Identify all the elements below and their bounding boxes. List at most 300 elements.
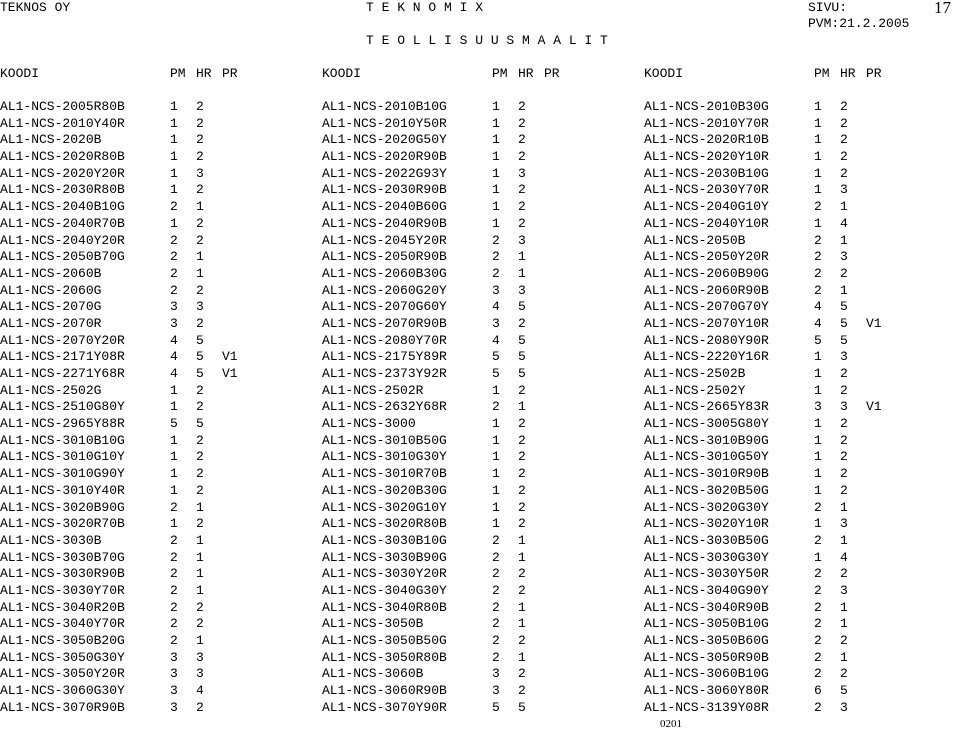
cell-code: AL1-NCS-3010B50G — [322, 432, 447, 448]
cell-pm: 1 — [814, 482, 822, 498]
cell-code: AL1-NCS-2060G20Y — [322, 282, 447, 298]
cell-code: AL1-NCS-3050B — [322, 616, 424, 632]
cell-hr: 2 — [196, 399, 204, 415]
cell-hr: 1 — [840, 232, 848, 248]
cell-pm: 1 — [170, 432, 178, 448]
table-entry — [322, 366, 642, 382]
cell-hr: 1 — [518, 616, 526, 632]
cell-hr: 1 — [196, 199, 204, 215]
table-row — [0, 683, 960, 700]
column-header-pm: PM — [170, 66, 186, 81]
cell-pm: 5 — [170, 416, 178, 432]
table-entry — [322, 449, 642, 465]
cell-hr: 2 — [840, 633, 848, 648]
cell-code: AL1-NCS-3030B90G — [322, 549, 447, 565]
table-row — [0, 216, 960, 233]
cell-code: AL1-NCS-2171Y08R — [0, 349, 125, 365]
cell-hr: 2 — [840, 99, 848, 114]
cell-code: AL1-NCS-2060B90G — [644, 265, 769, 281]
cell-code: AL1-NCS-2030R90B — [322, 182, 447, 198]
table-entry — [0, 633, 320, 649]
table-entry — [644, 516, 960, 532]
cell-pm: 2 — [170, 282, 178, 298]
table-entry — [0, 249, 320, 265]
cell-pm: 1 — [814, 466, 822, 482]
table-row — [0, 533, 960, 550]
cell-hr: 2 — [196, 132, 204, 148]
cell-pm: 2 — [170, 232, 178, 248]
cell-hr: 5 — [518, 349, 526, 365]
cell-hr: 2 — [196, 599, 204, 615]
cell-code: AL1-NCS-3050B60G — [644, 633, 769, 648]
table-entry — [0, 683, 320, 699]
cell-code: AL1-NCS-2010B10G — [322, 99, 447, 114]
print-date: PVM:21.2.2005 — [808, 16, 910, 31]
table-entry — [0, 333, 320, 349]
table-entry — [0, 149, 320, 165]
cell-hr: 2 — [840, 449, 848, 465]
cell-code: AL1-NCS-2373Y92R — [322, 366, 447, 381]
cell-code: AL1-NCS-3020Y10R — [644, 516, 769, 532]
cell-code: AL1-NCS-2070G60Y — [322, 299, 447, 315]
cell-code: AL1-NCS-3010G50Y — [644, 449, 769, 465]
cell-pm: 2 — [814, 199, 822, 215]
table-entry — [322, 182, 642, 198]
cell-pm: 4 — [814, 299, 822, 315]
cell-code: AL1-NCS-2502R — [322, 382, 424, 398]
cell-code: AL1-NCS-2060G — [0, 282, 102, 298]
cell-code: AL1-NCS-2040R70B — [0, 215, 125, 231]
cell-code: AL1-NCS-2040Y20R — [0, 232, 125, 248]
table-entry — [322, 216, 642, 232]
cell-hr: 3 — [840, 182, 848, 198]
column-header-pr: PR — [544, 66, 560, 81]
cell-pm: 3 — [170, 666, 178, 682]
cell-code: AL1-NCS-2965Y88R — [0, 416, 125, 432]
cell-pm: 3 — [814, 399, 822, 415]
cell-code: AL1-NCS-2020R10B — [644, 132, 769, 148]
cell-pm: 1 — [814, 416, 822, 432]
cell-hr: 2 — [840, 165, 848, 181]
table-entry — [322, 399, 642, 415]
table-row — [0, 132, 960, 149]
cell-hr: 3 — [840, 516, 848, 532]
cell-hr: 2 — [518, 432, 526, 448]
cell-hr: 2 — [518, 199, 526, 215]
cell-pm: 1 — [814, 549, 822, 565]
cell-code: AL1-NCS-3010R70B — [322, 466, 447, 482]
cell-code: AL1-NCS-2070Y10R — [644, 315, 769, 331]
cell-pm: 1 — [170, 516, 178, 532]
table-entry — [0, 266, 320, 282]
cell-hr: 3 — [840, 399, 848, 415]
cell-hr: 2 — [840, 432, 848, 448]
cell-code: AL1-NCS-2665Y83R — [644, 399, 769, 415]
table-entry — [322, 583, 642, 599]
table-entry — [644, 616, 960, 632]
cell-hr: 1 — [196, 549, 204, 565]
cell-pm: 2 — [814, 699, 822, 715]
table-entry — [322, 533, 642, 549]
cell-hr: 1 — [196, 532, 204, 548]
cell-hr: 4 — [840, 215, 848, 231]
table-row — [0, 349, 960, 366]
table-row — [0, 550, 960, 567]
page-label: SIVU: — [808, 0, 848, 15]
table-entry — [644, 383, 960, 399]
cell-hr: 2 — [840, 265, 848, 281]
footer-code: 0201 — [660, 718, 682, 730]
cell-pm: 1 — [170, 382, 178, 398]
cell-pm: 2 — [814, 582, 822, 598]
table-entry — [0, 283, 320, 299]
table-entry — [644, 633, 960, 649]
cell-code: AL1-NCS-2010Y40R — [0, 115, 125, 131]
cell-code: AL1-NCS-3050R80B — [322, 649, 447, 665]
cell-hr: 2 — [518, 382, 526, 398]
cell-pm: 1 — [814, 132, 822, 148]
cell-code: AL1-NCS-3020G10Y — [322, 499, 447, 515]
table-entry — [644, 399, 960, 415]
cell-pm: 1 — [814, 182, 822, 198]
table-entry — [644, 683, 960, 699]
cell-hr: 2 — [196, 699, 204, 715]
cell-code: AL1-NCS-2060R90B — [644, 282, 769, 298]
cell-hr: 2 — [518, 633, 526, 648]
cell-pm: 1 — [170, 132, 178, 148]
page-title: TEKNOS OY — [0, 0, 71, 15]
cell-hr: 1 — [518, 599, 526, 615]
cell-hr: 2 — [840, 416, 848, 432]
cell-pm: 2 — [814, 616, 822, 632]
cell-hr: 3 — [518, 282, 526, 298]
cell-hr: 2 — [840, 482, 848, 498]
cell-pm: 1 — [814, 432, 822, 448]
cell-code: AL1-NCS-3020R80B — [322, 516, 447, 532]
cell-pm: 1 — [170, 215, 178, 231]
cell-hr: 5 — [840, 683, 848, 699]
table-entry — [0, 132, 320, 148]
table-entry — [644, 700, 960, 716]
table-row — [0, 516, 960, 533]
table-entry — [0, 650, 320, 666]
cell-pm: 2 — [170, 549, 178, 565]
table-entry — [0, 182, 320, 198]
column-header-hr: HR — [840, 66, 856, 81]
table-entry — [644, 483, 960, 499]
cell-hr: 2 — [196, 449, 204, 465]
cell-hr: 2 — [518, 132, 526, 148]
cell-hr: 3 — [840, 349, 848, 365]
cell-pm: 4 — [814, 315, 822, 331]
cell-pm: 3 — [170, 699, 178, 715]
cell-code: AL1-NCS-2060B — [0, 265, 102, 281]
table-entry — [644, 550, 960, 566]
table-entry — [644, 116, 960, 132]
table-row — [0, 249, 960, 266]
cell-hr: 3 — [196, 165, 204, 181]
cell-code: AL1-NCS-3060B — [322, 666, 424, 682]
table-entry — [322, 483, 642, 499]
cell-hr: 1 — [196, 249, 204, 265]
table-row — [0, 449, 960, 466]
table-entry — [644, 266, 960, 282]
table-entry — [644, 299, 960, 315]
table-row — [0, 366, 960, 383]
cell-pm: 2 — [814, 232, 822, 248]
table-entry — [322, 266, 642, 282]
cell-pm: 3 — [170, 649, 178, 665]
cell-hr: 1 — [840, 649, 848, 665]
cell-pm: 2 — [492, 633, 500, 648]
cell-pm: 1 — [492, 416, 500, 432]
cell-hr: 2 — [518, 449, 526, 465]
cell-pm: 2 — [814, 633, 822, 648]
color-code-table — [0, 99, 960, 716]
cell-code: AL1-NCS-2060B30G — [322, 265, 447, 281]
cell-pm: 2 — [170, 566, 178, 582]
cell-pm: 2 — [814, 265, 822, 281]
cell-hr: 1 — [840, 499, 848, 515]
cell-hr: 1 — [196, 566, 204, 582]
cell-hr: 1 — [840, 616, 848, 632]
cell-code: AL1-NCS-2010Y70R — [644, 115, 769, 131]
table-entry — [644, 583, 960, 599]
cell-code: AL1-NCS-2070R — [0, 315, 102, 331]
cell-code: AL1-NCS-2632Y68R — [322, 399, 447, 415]
cell-hr: 2 — [518, 466, 526, 482]
cell-code: AL1-NCS-3030Y50R — [644, 566, 769, 582]
cell-code: AL1-NCS-2030Y70R — [644, 182, 769, 198]
cell-hr: 5 — [518, 366, 526, 381]
table-entry — [322, 299, 642, 315]
cell-code: AL1-NCS-2050Y20R — [644, 249, 769, 265]
cell-hr: 1 — [196, 265, 204, 281]
cell-code: AL1-NCS-3030B70G — [0, 549, 125, 565]
table-entry — [322, 433, 642, 449]
cell-code: AL1-NCS-2040G10Y — [644, 199, 769, 215]
cell-code: AL1-NCS-3020B90G — [0, 499, 125, 515]
cell-code: AL1-NCS-3050B50G — [322, 633, 447, 648]
cell-pm: 1 — [492, 432, 500, 448]
table-entry — [0, 199, 320, 215]
cell-hr: 1 — [840, 599, 848, 615]
cell-pm: 1 — [492, 516, 500, 532]
cell-pm: 1 — [814, 449, 822, 465]
column-header-code: KOODI — [0, 66, 40, 81]
table-entry — [644, 316, 960, 332]
table-entry — [322, 99, 642, 115]
cell-code: AL1-NCS-3010R90B — [644, 466, 769, 482]
cell-pm: 1 — [170, 115, 178, 131]
cell-pm: 1 — [814, 382, 822, 398]
cell-code: AL1-NCS-3030Y70R — [0, 582, 125, 598]
cell-pm: 2 — [814, 249, 822, 265]
cell-hr: 2 — [840, 366, 848, 381]
cell-pm: 1 — [492, 182, 500, 198]
table-entry — [644, 600, 960, 616]
cell-code: AL1-NCS-2070G — [0, 299, 102, 315]
cell-pm: 2 — [492, 232, 500, 248]
cell-hr: 1 — [518, 532, 526, 548]
cell-pm: 4 — [492, 332, 500, 348]
cell-code: AL1-NCS-3040G90Y — [644, 582, 769, 598]
table-row — [0, 566, 960, 583]
table-row — [0, 650, 960, 667]
table-row — [0, 149, 960, 166]
cell-pm: 3 — [170, 299, 178, 315]
cell-code: AL1-NCS-2080Y90R — [644, 332, 769, 348]
table-entry — [322, 550, 642, 566]
table-entry — [0, 383, 320, 399]
cell-pm: 1 — [170, 482, 178, 498]
cell-pm: 2 — [492, 566, 500, 582]
table-entry — [322, 349, 642, 365]
table-row — [0, 433, 960, 450]
table-entry — [322, 666, 642, 682]
table-entry — [322, 316, 642, 332]
cell-code: AL1-NCS-3010G90Y — [0, 466, 125, 482]
cell-code: AL1-NCS-2080Y70R — [322, 332, 447, 348]
table-row — [0, 199, 960, 216]
table-entry — [644, 99, 960, 115]
cell-hr: 5 — [840, 315, 848, 331]
table-entry — [0, 166, 320, 182]
cell-pr: V1 — [222, 349, 238, 365]
cell-hr: 1 — [518, 265, 526, 281]
cell-code: AL1-NCS-3050B20G — [0, 633, 125, 648]
table-entry — [644, 416, 960, 432]
table-entry — [644, 566, 960, 582]
cell-hr: 2 — [196, 149, 204, 165]
cell-hr: 2 — [840, 382, 848, 398]
cell-pm: 2 — [170, 582, 178, 598]
cell-hr: 3 — [840, 582, 848, 598]
cell-pm: 2 — [170, 499, 178, 515]
table-entry — [322, 283, 642, 299]
table-entry — [322, 132, 642, 148]
cell-code: AL1-NCS-2040R90B — [322, 215, 447, 231]
cell-code: AL1-NCS-3070R90B — [0, 699, 125, 715]
cell-hr: 2 — [840, 149, 848, 165]
cell-pm: 1 — [814, 149, 822, 165]
table-row — [0, 333, 960, 350]
cell-hr: 5 — [518, 332, 526, 348]
cell-hr: 1 — [196, 499, 204, 515]
page-number: 17 — [934, 0, 951, 17]
cell-pm: 4 — [170, 349, 178, 365]
cell-pm: 1 — [492, 99, 500, 114]
cell-code: AL1-NCS-3060G30Y — [0, 683, 125, 699]
table-entry — [322, 199, 642, 215]
cell-hr: 1 — [840, 532, 848, 548]
table-entry — [0, 449, 320, 465]
cell-code: AL1-NCS-3000 — [322, 416, 416, 432]
cell-code: AL1-NCS-3030B50G — [644, 532, 769, 548]
table-entry — [0, 583, 320, 599]
table-entry — [0, 216, 320, 232]
cell-code: AL1-NCS-2070G70Y — [644, 299, 769, 315]
cell-hr: 2 — [840, 566, 848, 582]
cell-code: AL1-NCS-2502B — [644, 366, 746, 381]
app-title: T E K N O M I X — [366, 0, 484, 15]
cell-hr: 2 — [518, 182, 526, 198]
cell-pm: 2 — [492, 549, 500, 565]
cell-code: AL1-NCS-3005G80Y — [644, 416, 769, 432]
cell-pm: 3 — [492, 315, 500, 331]
column-header-group — [322, 66, 642, 82]
table-entry — [644, 333, 960, 349]
table-entry — [0, 416, 320, 432]
cell-hr: 2 — [196, 466, 204, 482]
cell-pm: 1 — [170, 466, 178, 482]
cell-code: AL1-NCS-2020R80B — [0, 149, 125, 165]
cell-code: AL1-NCS-2030B10G — [644, 165, 769, 181]
cell-code: AL1-NCS-2050B70G — [0, 249, 125, 265]
cell-code: AL1-NCS-3139Y08R — [644, 699, 769, 715]
table-entry — [0, 550, 320, 566]
cell-pm: 1 — [170, 99, 178, 114]
table-row — [0, 166, 960, 183]
table-entry — [322, 633, 642, 649]
column-header-pm: PM — [492, 66, 508, 81]
cell-hr: 2 — [518, 516, 526, 532]
cell-hr: 2 — [518, 215, 526, 231]
table-row — [0, 416, 960, 433]
column-header-hr: HR — [518, 66, 534, 81]
cell-hr: 2 — [196, 382, 204, 398]
table-entry — [0, 433, 320, 449]
table-row — [0, 299, 960, 316]
cell-hr: 2 — [840, 466, 848, 482]
cell-pm: 2 — [814, 499, 822, 515]
table-row — [0, 616, 960, 633]
table-entry — [0, 366, 320, 382]
cell-pm: 2 — [492, 599, 500, 615]
cell-code: AL1-NCS-3040R90B — [644, 599, 769, 615]
table-entry — [0, 466, 320, 482]
table-row — [0, 399, 960, 416]
cell-hr: 2 — [196, 182, 204, 198]
table-entry — [0, 233, 320, 249]
cell-hr: 1 — [840, 282, 848, 298]
table-entry — [644, 349, 960, 365]
cell-code: AL1-NCS-3020B30G — [322, 482, 447, 498]
cell-code: AL1-NCS-3010G10Y — [0, 449, 125, 465]
table-row — [0, 500, 960, 517]
cell-hr: 5 — [196, 416, 204, 432]
table-row — [0, 99, 960, 116]
table-entry — [0, 349, 320, 365]
cell-pm: 3 — [492, 683, 500, 699]
cell-code: AL1-NCS-3050Y20R — [0, 666, 125, 682]
cell-pm: 1 — [492, 449, 500, 465]
cell-hr: 3 — [840, 699, 848, 715]
cell-code: AL1-NCS-3010Y40R — [0, 482, 125, 498]
table-entry — [322, 500, 642, 516]
table-entry — [0, 299, 320, 315]
cell-hr: 2 — [196, 232, 204, 248]
cell-code: AL1-NCS-3060B10G — [644, 666, 769, 682]
table-entry — [644, 500, 960, 516]
cell-pm: 1 — [170, 149, 178, 165]
cell-pm: 1 — [492, 115, 500, 131]
cell-code: AL1-NCS-3070Y90R — [322, 699, 447, 715]
column-header-code: KOODI — [322, 66, 362, 81]
table-row — [0, 233, 960, 250]
cell-pm: 5 — [814, 332, 822, 348]
cell-code: AL1-NCS-3030R90B — [0, 566, 125, 582]
